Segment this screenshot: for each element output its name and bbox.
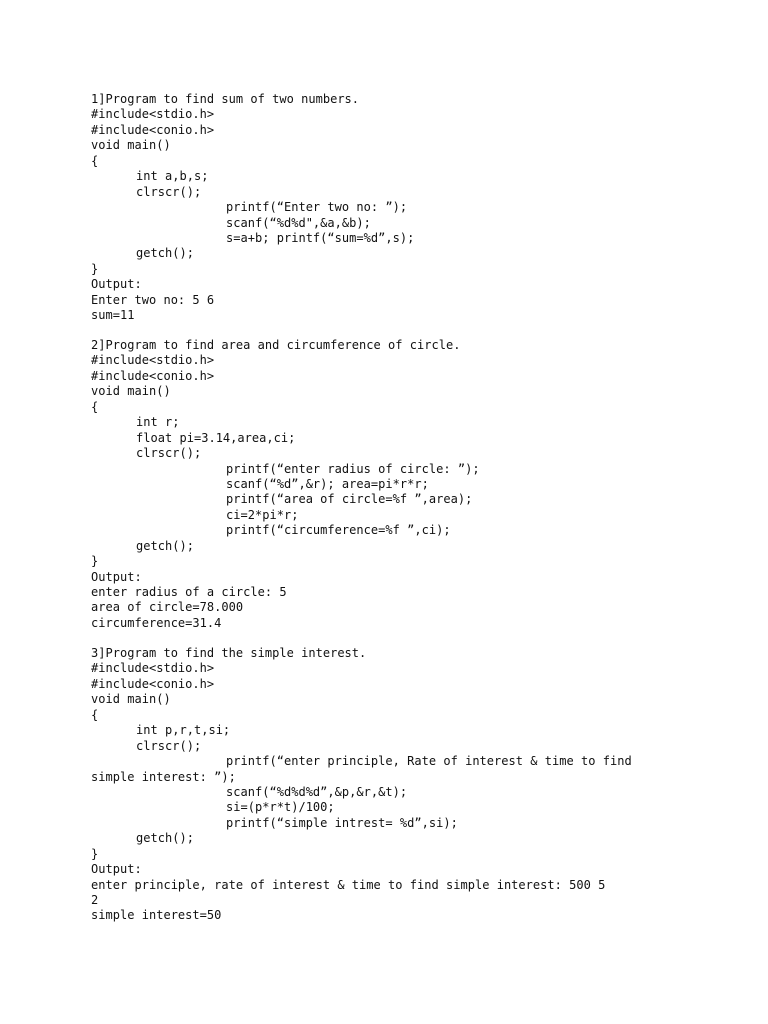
output-line: area of circle=78.000 <box>91 600 244 615</box>
code-line: { <box>91 707 99 722</box>
output-line: circumference=31.4 <box>91 615 222 630</box>
code-line: scanf(“%d%d",&a,&b); <box>226 215 371 230</box>
code-line: clrscr(); <box>136 738 202 753</box>
output-line: enter principle, rate of interest & time to find simple interest: 500 5 <box>91 877 606 892</box>
code-line: simple interest: ”); <box>91 769 236 784</box>
code-line: } <box>91 846 99 861</box>
code-line: printf(“enter radius of circle: ”); <box>226 461 480 476</box>
output-line: 2 <box>91 893 99 907</box>
code-line: int r; <box>136 415 180 430</box>
code-line: clrscr(); <box>136 446 202 461</box>
program-title: 1]Program to find sum of two numbers. <box>91 92 360 106</box>
code-line: #include<conio.h> <box>91 368 215 383</box>
code-line: s=a+b; printf(“sum=%d”,s); <box>226 230 415 245</box>
output-label: Output: <box>91 862 142 877</box>
program-title: 3]Program to find the simple interest. <box>91 646 367 660</box>
code-line: void main() <box>91 384 171 399</box>
code-line: printf(“Enter two no: ”); <box>226 200 408 215</box>
code-line: #include<conio.h> <box>91 676 215 691</box>
code-line: int p,r,t,si; <box>136 723 231 738</box>
code-line: scanf(“%d%d%d”,&p,&r,&t); <box>226 784 408 799</box>
code-line: { <box>91 153 99 168</box>
code-line: #include<conio.h> <box>91 122 215 137</box>
output-line: simple interest=50 <box>91 908 222 923</box>
code-line: printf(“area of circle=%f ”,area); <box>226 492 473 507</box>
code-line: ci=2*pi*r; <box>226 507 299 522</box>
code-line: clrscr(); <box>136 184 202 199</box>
code-line: #include<stdio.h> <box>91 661 215 676</box>
code-line: #include<stdio.h> <box>91 107 215 122</box>
code-line: { <box>91 399 99 414</box>
code-line: #include<stdio.h> <box>91 353 215 368</box>
code-line: } <box>91 261 99 276</box>
code-line: void main() <box>91 692 171 707</box>
program-1 <box>91 92 728 324</box>
code-line: } <box>91 554 99 569</box>
code-line: getch(); <box>136 538 194 553</box>
code-line: si=(p*r*t)/100; <box>226 800 335 815</box>
code-line: printf(“enter principle, Rate of interest & time to find <box>226 754 632 769</box>
code-line: getch(); <box>136 831 194 846</box>
program-3 <box>91 646 728 924</box>
code-line: scanf(“%d”,&r); area=pi*r*r; <box>226 476 429 491</box>
code-line: int a,b,s; <box>136 169 209 184</box>
code-line: printf(“circumference=%f ”,ci); <box>226 523 451 538</box>
output-line: enter radius of a circle: 5 <box>91 585 287 599</box>
code-line: printf(“simple intrest= %d”,si); <box>226 815 458 830</box>
code-line: getch(); <box>136 246 194 261</box>
program-2 <box>91 338 728 631</box>
output-line: sum=11 <box>91 308 135 323</box>
program-title: 2]Program to find area and circumference of circle. <box>91 338 461 352</box>
output-label: Output: <box>91 277 142 292</box>
code-line: void main() <box>91 138 171 153</box>
output-line: Enter two no: 5 6 <box>91 292 215 307</box>
output-label: Output: <box>91 569 142 584</box>
code-line: float pi=3.14,area,ci; <box>136 430 296 445</box>
